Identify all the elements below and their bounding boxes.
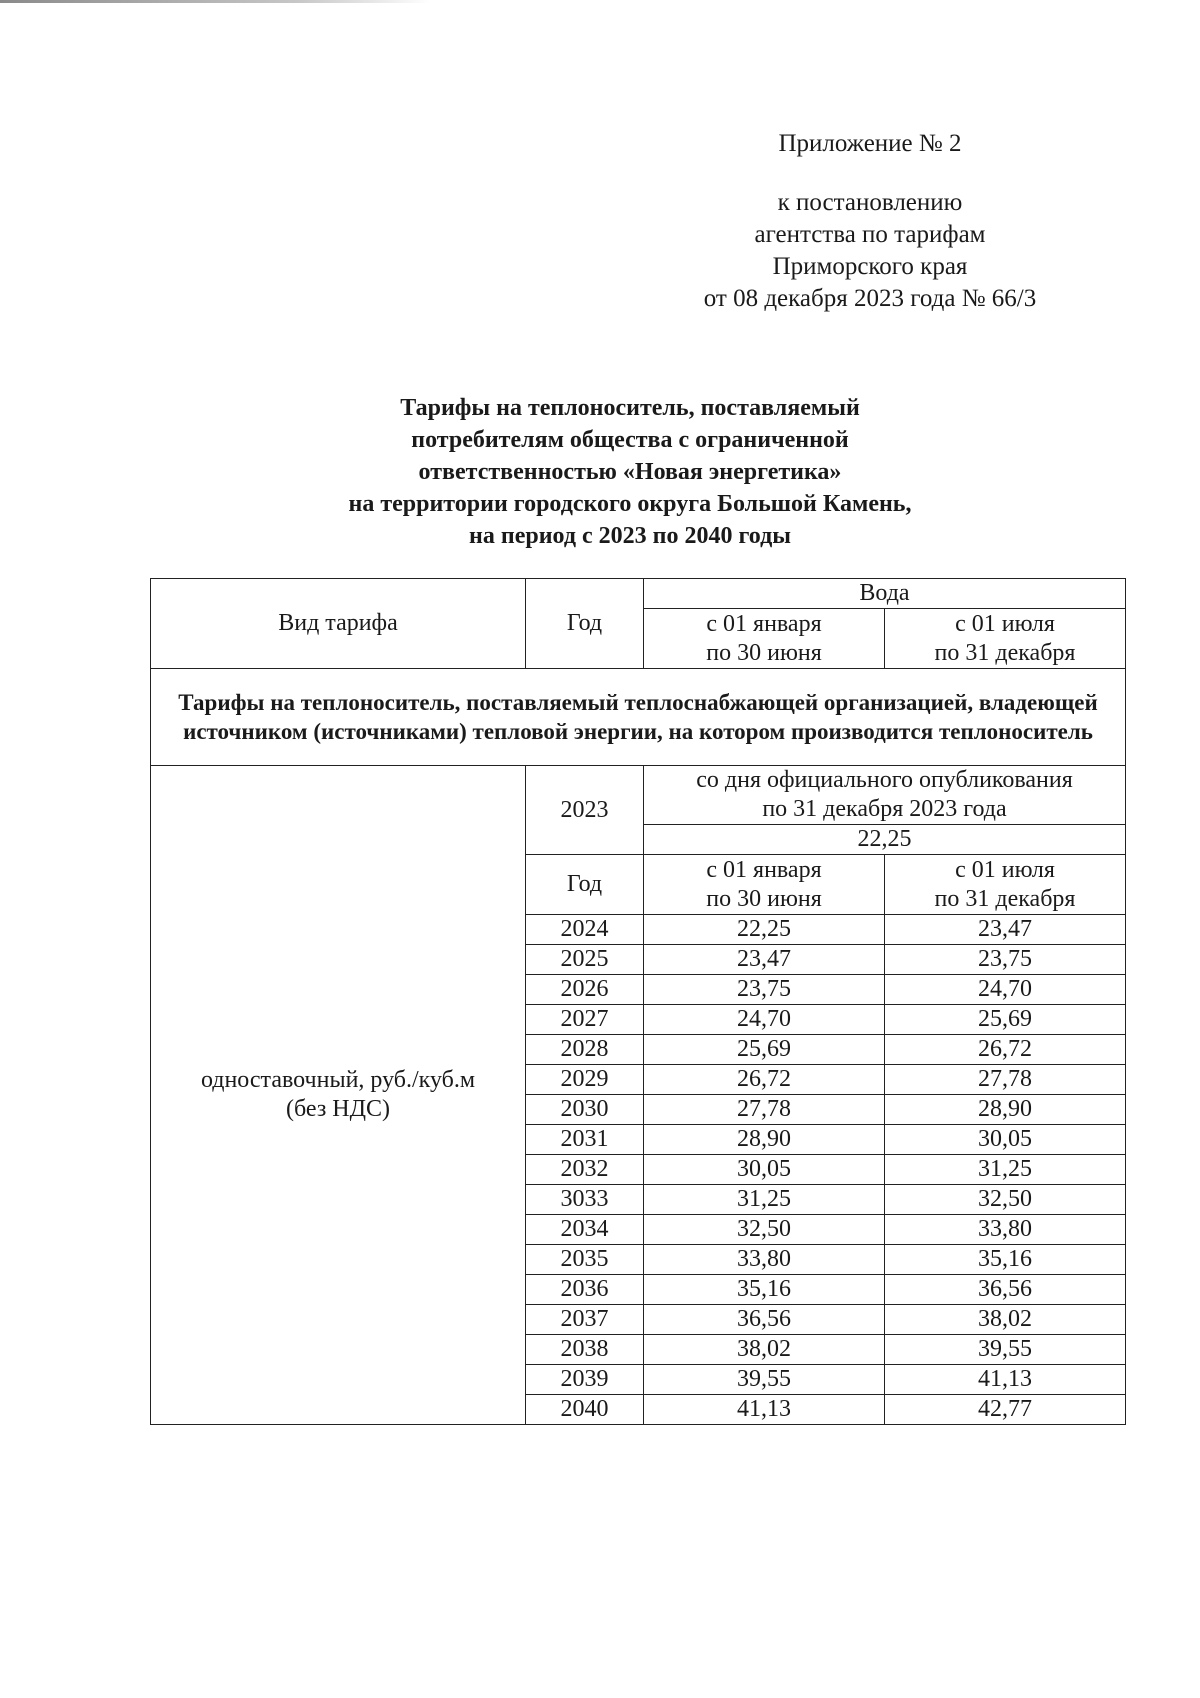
first-half-value: 30,05: [644, 1155, 885, 1185]
first-half-value: 25,69: [644, 1035, 885, 1065]
title-line: Тарифы на теплоноситель, поставляемый: [400, 395, 860, 421]
first-half-value: 39,55: [644, 1365, 885, 1395]
first-half-value: 23,75: [644, 975, 885, 1005]
first-half-value: 27,78: [644, 1095, 885, 1125]
first-half-value: 36,56: [644, 1305, 885, 1335]
decree-line: к постановлению: [777, 189, 963, 216]
first-half-value: 41,13: [644, 1395, 885, 1425]
header-water: Вода: [644, 579, 1126, 609]
year-cell: 2034: [526, 1215, 644, 1245]
second-half-value: 41,13: [885, 1365, 1126, 1395]
second-half-value: 39,55: [885, 1335, 1126, 1365]
year-cell: 2031: [526, 1125, 644, 1155]
year-cell: 2029: [526, 1065, 644, 1095]
subheader-period-first-half: с 01 января по 30 июня: [644, 855, 885, 915]
year-cell: 2032: [526, 1155, 644, 1185]
header-period-second-half: с 01 июля по 31 декабря: [885, 609, 1126, 669]
second-half-value: 26,72: [885, 1035, 1126, 1065]
decree-line: агентства по тарифам: [754, 221, 986, 248]
decree-line: Приморского края: [772, 253, 968, 280]
subheader-period-second-half: с 01 июля по 31 декабря: [885, 855, 1126, 915]
decree-line: от 08 декабря 2023 года № 66/3: [703, 285, 1037, 312]
first-half-value: 22,25: [644, 915, 885, 945]
appendix-number: Приложение № 2: [778, 130, 962, 157]
period-2023: со дня официального опубликования по 31 декабря 2023 года: [644, 766, 1126, 825]
title-line: на период с 2023 по 2040 годы: [469, 523, 791, 549]
first-half-value: 31,25: [644, 1185, 885, 1215]
year-cell: 2038: [526, 1335, 644, 1365]
second-half-value: 31,25: [885, 1155, 1126, 1185]
second-half-value: 28,90: [885, 1095, 1126, 1125]
header-year: Год: [526, 579, 644, 669]
tariff-table: [150, 578, 1126, 1425]
year-cell: 2036: [526, 1275, 644, 1305]
first-half-value: 33,80: [644, 1245, 885, 1275]
tariff-type-cell: одноставочный, руб./куб.м (без НДС): [151, 766, 526, 1425]
second-half-value: 24,70: [885, 975, 1126, 1005]
appendix-header: [640, 128, 1100, 315]
year-cell: 2025: [526, 945, 644, 975]
first-half-value: 23,47: [644, 945, 885, 975]
second-half-value: 25,69: [885, 1005, 1126, 1035]
year-cell: 2026: [526, 975, 644, 1005]
year-cell: 3033: [526, 1185, 644, 1215]
first-half-value: 35,16: [644, 1275, 885, 1305]
year-cell: 2024: [526, 915, 644, 945]
year-2023: 2023: [526, 766, 644, 855]
value-2023: 22,25: [644, 825, 1126, 855]
section-title: Тарифы на теплоноситель, поставляемый теплоснабжающей организацией, владеющей источником (источниками) тепловой энергии, на котором производится теплоноситель: [151, 669, 1126, 766]
first-half-value: 28,90: [644, 1125, 885, 1155]
title-line: потребителям общества с ограниченной: [411, 427, 849, 453]
second-half-value: 38,02: [885, 1305, 1126, 1335]
second-half-value: 32,50: [885, 1185, 1126, 1215]
second-half-value: 23,75: [885, 945, 1126, 975]
second-half-value: 23,47: [885, 915, 1126, 945]
second-half-value: 42,77: [885, 1395, 1126, 1425]
year-cell: 2035: [526, 1245, 644, 1275]
year-cell: 2039: [526, 1365, 644, 1395]
first-half-value: 32,50: [644, 1215, 885, 1245]
subheader-year: Год: [526, 855, 644, 915]
second-half-value: 33,80: [885, 1215, 1126, 1245]
first-half-value: 24,70: [644, 1005, 885, 1035]
second-half-value: 36,56: [885, 1275, 1126, 1305]
year-cell: 2037: [526, 1305, 644, 1335]
second-half-value: 30,05: [885, 1125, 1126, 1155]
header-period-first-half: с 01 января по 30 июня: [644, 609, 885, 669]
document-title: [240, 392, 1020, 552]
first-half-value: 26,72: [644, 1065, 885, 1095]
second-half-value: 27,78: [885, 1065, 1126, 1095]
year-cell: 2030: [526, 1095, 644, 1125]
scan-edge-mark: [0, 0, 430, 3]
title-line: на территории городского округа Большой Камень,: [348, 491, 912, 517]
title-line: ответственностью «Новая энергетика»: [418, 459, 842, 485]
second-half-value: 35,16: [885, 1245, 1126, 1275]
year-cell: 2027: [526, 1005, 644, 1035]
year-cell: 2028: [526, 1035, 644, 1065]
year-cell: 2040: [526, 1395, 644, 1425]
first-half-value: 38,02: [644, 1335, 885, 1365]
header-tariff-type: Вид тарифа: [151, 579, 526, 669]
